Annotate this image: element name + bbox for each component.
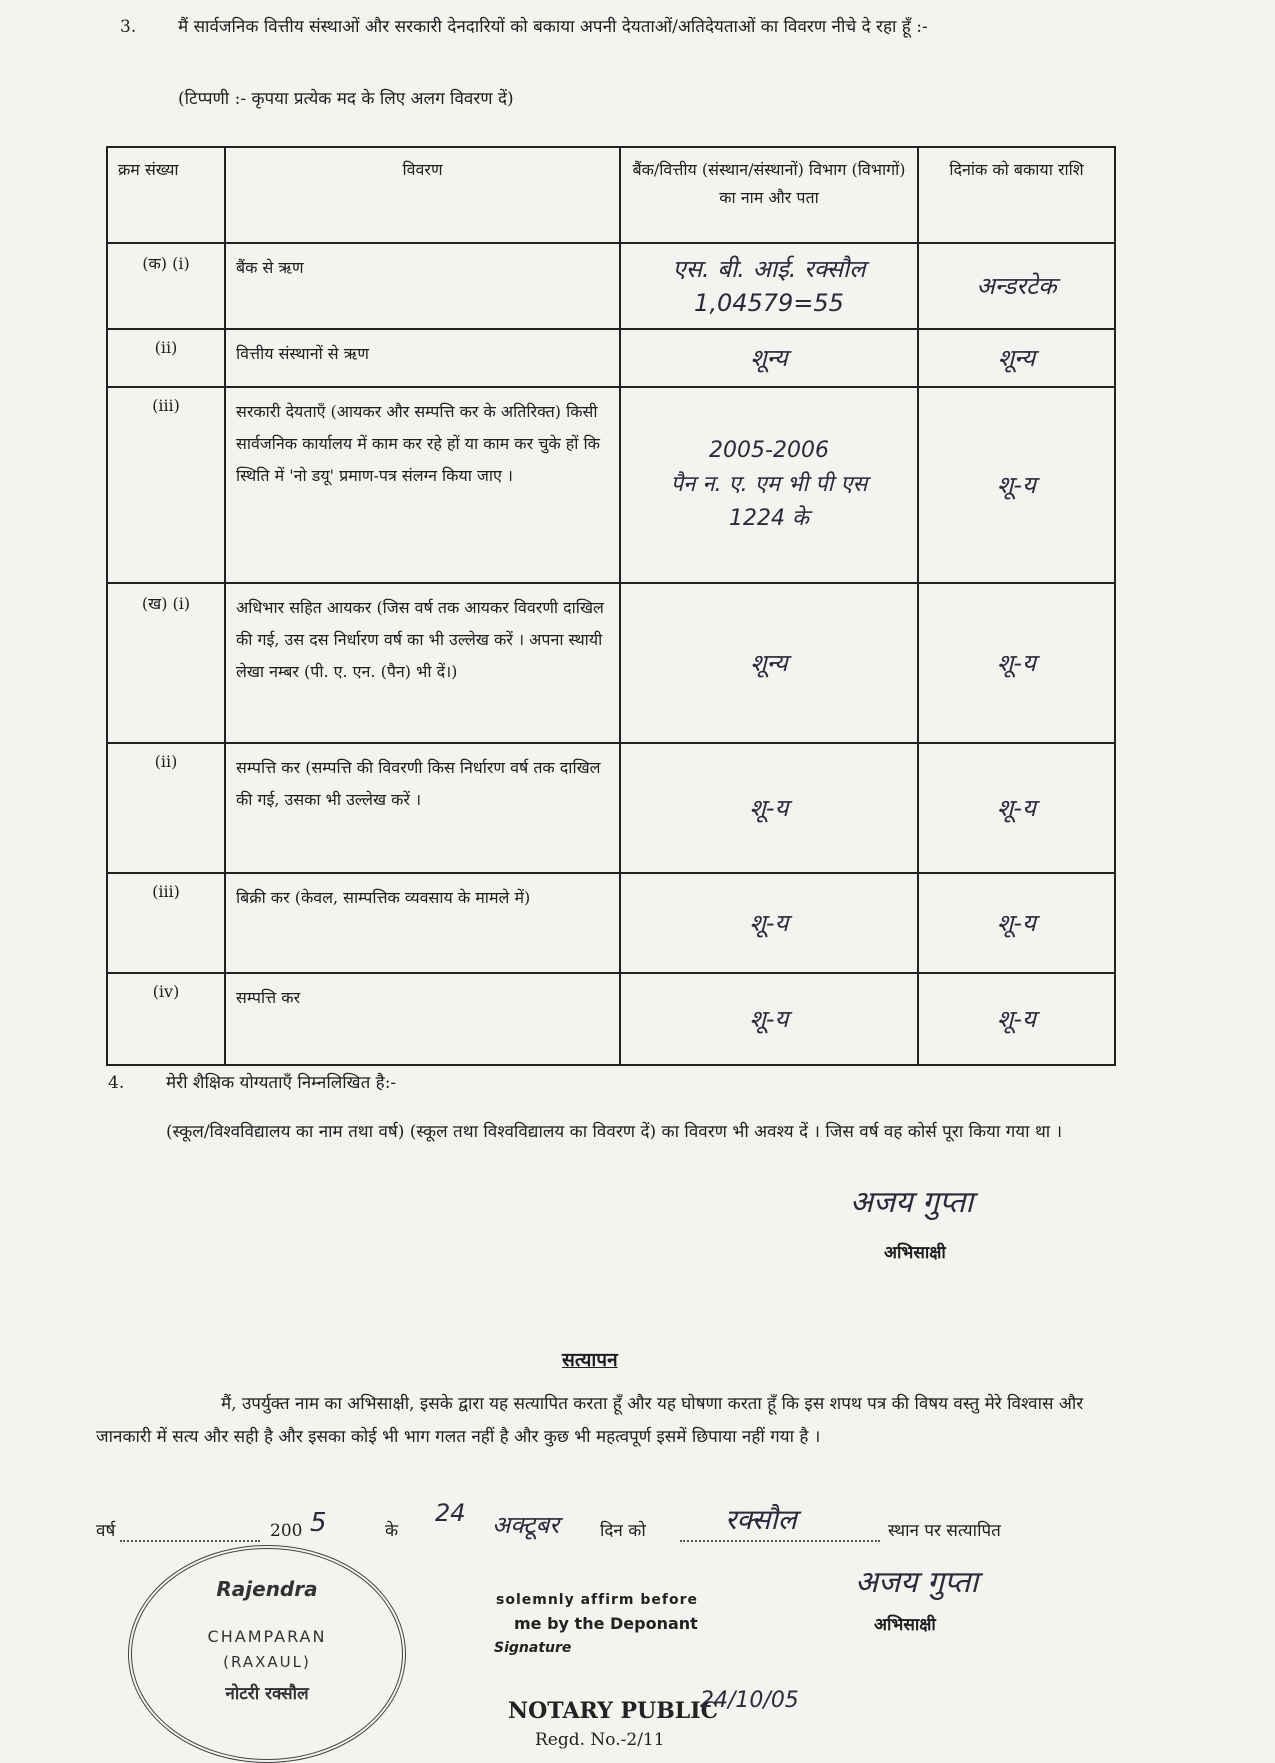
section-4-text: मेरी शैक्षिक योग्यताएँ निम्नलिखित है:- <box>166 1073 397 1093</box>
day-handwritten: 24 <box>435 1499 466 1527</box>
header-serial: क्रम संख्या <box>107 147 225 243</box>
row-description: सम्पत्ति कर <box>225 973 620 1065</box>
table-header-row <box>107 147 1115 243</box>
table-row <box>107 243 1115 329</box>
place-handwritten: रक्सौल <box>725 1503 797 1536</box>
row-due-handwritten: अन्डरटेक <box>918 243 1115 329</box>
section-3-number: 3. <box>120 17 137 37</box>
month-handwritten: अक्टूबर <box>492 1511 560 1539</box>
seal-line1: CHAMPARAN <box>207 1627 327 1646</box>
section-4-number: 4. <box>108 1073 125 1093</box>
header-due-amount: दिनांक को बकाया राशि <box>918 147 1115 243</box>
table-row <box>107 743 1115 873</box>
notary-seal <box>128 1545 406 1763</box>
verification-text: मैं, उपर्युक्त नाम का अभिसाक्षी, इसके द्वारा यह सत्यापित करता हूँ और यह घोषणा करता हूँ कि इस शपथ पत्र की विषय वस्तु मेरे विश्वास और जानकारी में सत्य और सही है और इसका कोई भी भाग गलत नहीं है और कुछ भी महत्वपूर्ण इसमें छिपाया नहीं गया है । <box>96 1394 1084 1447</box>
row-due-handwritten: शू-य <box>918 873 1115 973</box>
table-row <box>107 583 1115 743</box>
section-3-text: मैं सार्वजनिक वित्तीय संस्थाओं और सरकारी देनदारियों को बकाया अपनी देयताओं/अतिदेयताओं का विवरण नीचे दे रहा हूँ :- <box>178 17 928 37</box>
row-bank-handwritten: शून्य <box>620 583 918 743</box>
seal-name: Rajendra <box>216 1577 318 1601</box>
section-4-detail: (स्कूल/विश्वविद्यालय का नाम तथा वर्ष) (स्कूल तथा विश्वविद्यालय का विवरण दें) का विवरण भी अवश्य दें । जिस वर्ष वह कोर्स पूरा किया गया था । <box>166 1122 1063 1142</box>
dues-table <box>106 146 1116 1066</box>
table-row <box>107 329 1115 387</box>
notary-reg-no: Regd. No.-2/11 <box>535 1730 665 1750</box>
table-row <box>107 973 1115 1065</box>
section-3-note: (टिप्पणी :- कृपया प्रत्येक मद के लिए अलग विवरण दें) <box>178 89 514 109</box>
row-description: वित्तीय संस्थानों से ऋण <box>225 329 620 387</box>
row-serial: (iii) <box>107 873 225 973</box>
place-label: स्थान पर सत्यापित <box>888 1521 1001 1541</box>
row-description: बिक्री कर (केवल, साम्पत्तिक व्यवसाय के मामले में) <box>225 873 620 973</box>
deponent-label: अभिसाक्षी <box>884 1243 946 1263</box>
row-due-handwritten: शू-य <box>918 583 1115 743</box>
row-serial: (iv) <box>107 973 225 1065</box>
row-description: अधिभार सहित आयकर (जिस वर्ष तक आयकर विवरणी दाखिल की गई, उस दस निर्धारण वर्ष का भी उल्लेख करें । अपना स्थायी लेखा नम्बर (पी. ए. एन. (पैन) भी दें।) <box>225 583 620 743</box>
row-description: बैंक से ऋण <box>225 243 620 329</box>
table-row <box>107 873 1115 973</box>
row-bank-handwritten: शून्य <box>620 329 918 387</box>
seal-line3: नोटरी रक्सौल <box>225 1684 309 1704</box>
deponent-signature: अजय गुप्ता <box>850 1185 974 1220</box>
table-row <box>107 387 1115 583</box>
year-label: वर्ष <box>96 1521 116 1541</box>
row-serial: (ख) (i) <box>107 583 225 743</box>
day-label: दिन को <box>600 1521 646 1541</box>
row-description: सरकारी देयताएँ (आयकर और सम्पत्ति कर के अतिरिक्त) किसी सार्वजनिक कार्यालय में काम कर रहे हों या काम कर चुके हों कि स्थिति में 'नो डयू' प्रमाण-पत्र संलग्न किया जाए । <box>225 387 620 583</box>
row-serial: (क) (i) <box>107 243 225 329</box>
row-due-handwritten: शू-य <box>918 743 1115 873</box>
row-bank-handwritten: 2005-2006 पैन न. ए. एम भी पी एस 1224 के <box>620 387 918 583</box>
year-dots <box>120 1520 260 1542</box>
row-bank-handwritten: शू-य <box>620 743 918 873</box>
row-description: सम्पत्ति कर (सम्पत्ति की विवरणी किस निर्धारण वर्ष तक दाखिल की गई, उसका भी उल्लेख करें । <box>225 743 620 873</box>
row-bank-handwritten: एस. बी. आई. रक्सौल 1,04579=55 <box>620 243 918 329</box>
ke-label: के <box>385 1521 399 1541</box>
row-serial: (iii) <box>107 387 225 583</box>
seal-line2: (RAXAUL) <box>223 1653 311 1671</box>
year-digit-handwritten: 5 <box>310 1508 327 1538</box>
notary-title: NOTARY PUBLIC <box>508 1698 719 1724</box>
verification-title: सत्यापन <box>562 1349 618 1371</box>
notary-affirm-line1: solemnly affirm before <box>496 1592 699 1608</box>
header-bank: बैंक/वित्तीय (संस्थान/संस्थानों) विभाग (विभागों) का नाम और पता <box>620 147 918 243</box>
notary-affirm-line3: Signature <box>494 1640 572 1656</box>
deponent-label-2: अभिसाक्षी <box>874 1615 936 1635</box>
row-due-handwritten: शू-य <box>918 973 1115 1065</box>
row-bank-handwritten: शू-य <box>620 973 918 1065</box>
row-due-handwritten: शू-य <box>918 387 1115 583</box>
row-bank-handwritten: शू-य <box>620 873 918 973</box>
year-prefix: 200 <box>270 1521 303 1541</box>
row-serial: (ii) <box>107 743 225 873</box>
notary-affirm-line2: me by the Deponant <box>514 1614 698 1633</box>
header-description: विवरण <box>225 147 620 243</box>
notary-date-handwritten: 24/10/05 <box>700 1688 799 1713</box>
row-serial: (ii) <box>107 329 225 387</box>
row-due-handwritten: शून्य <box>918 329 1115 387</box>
deponent-signature-2: अजय गुप्ता <box>855 1565 979 1600</box>
